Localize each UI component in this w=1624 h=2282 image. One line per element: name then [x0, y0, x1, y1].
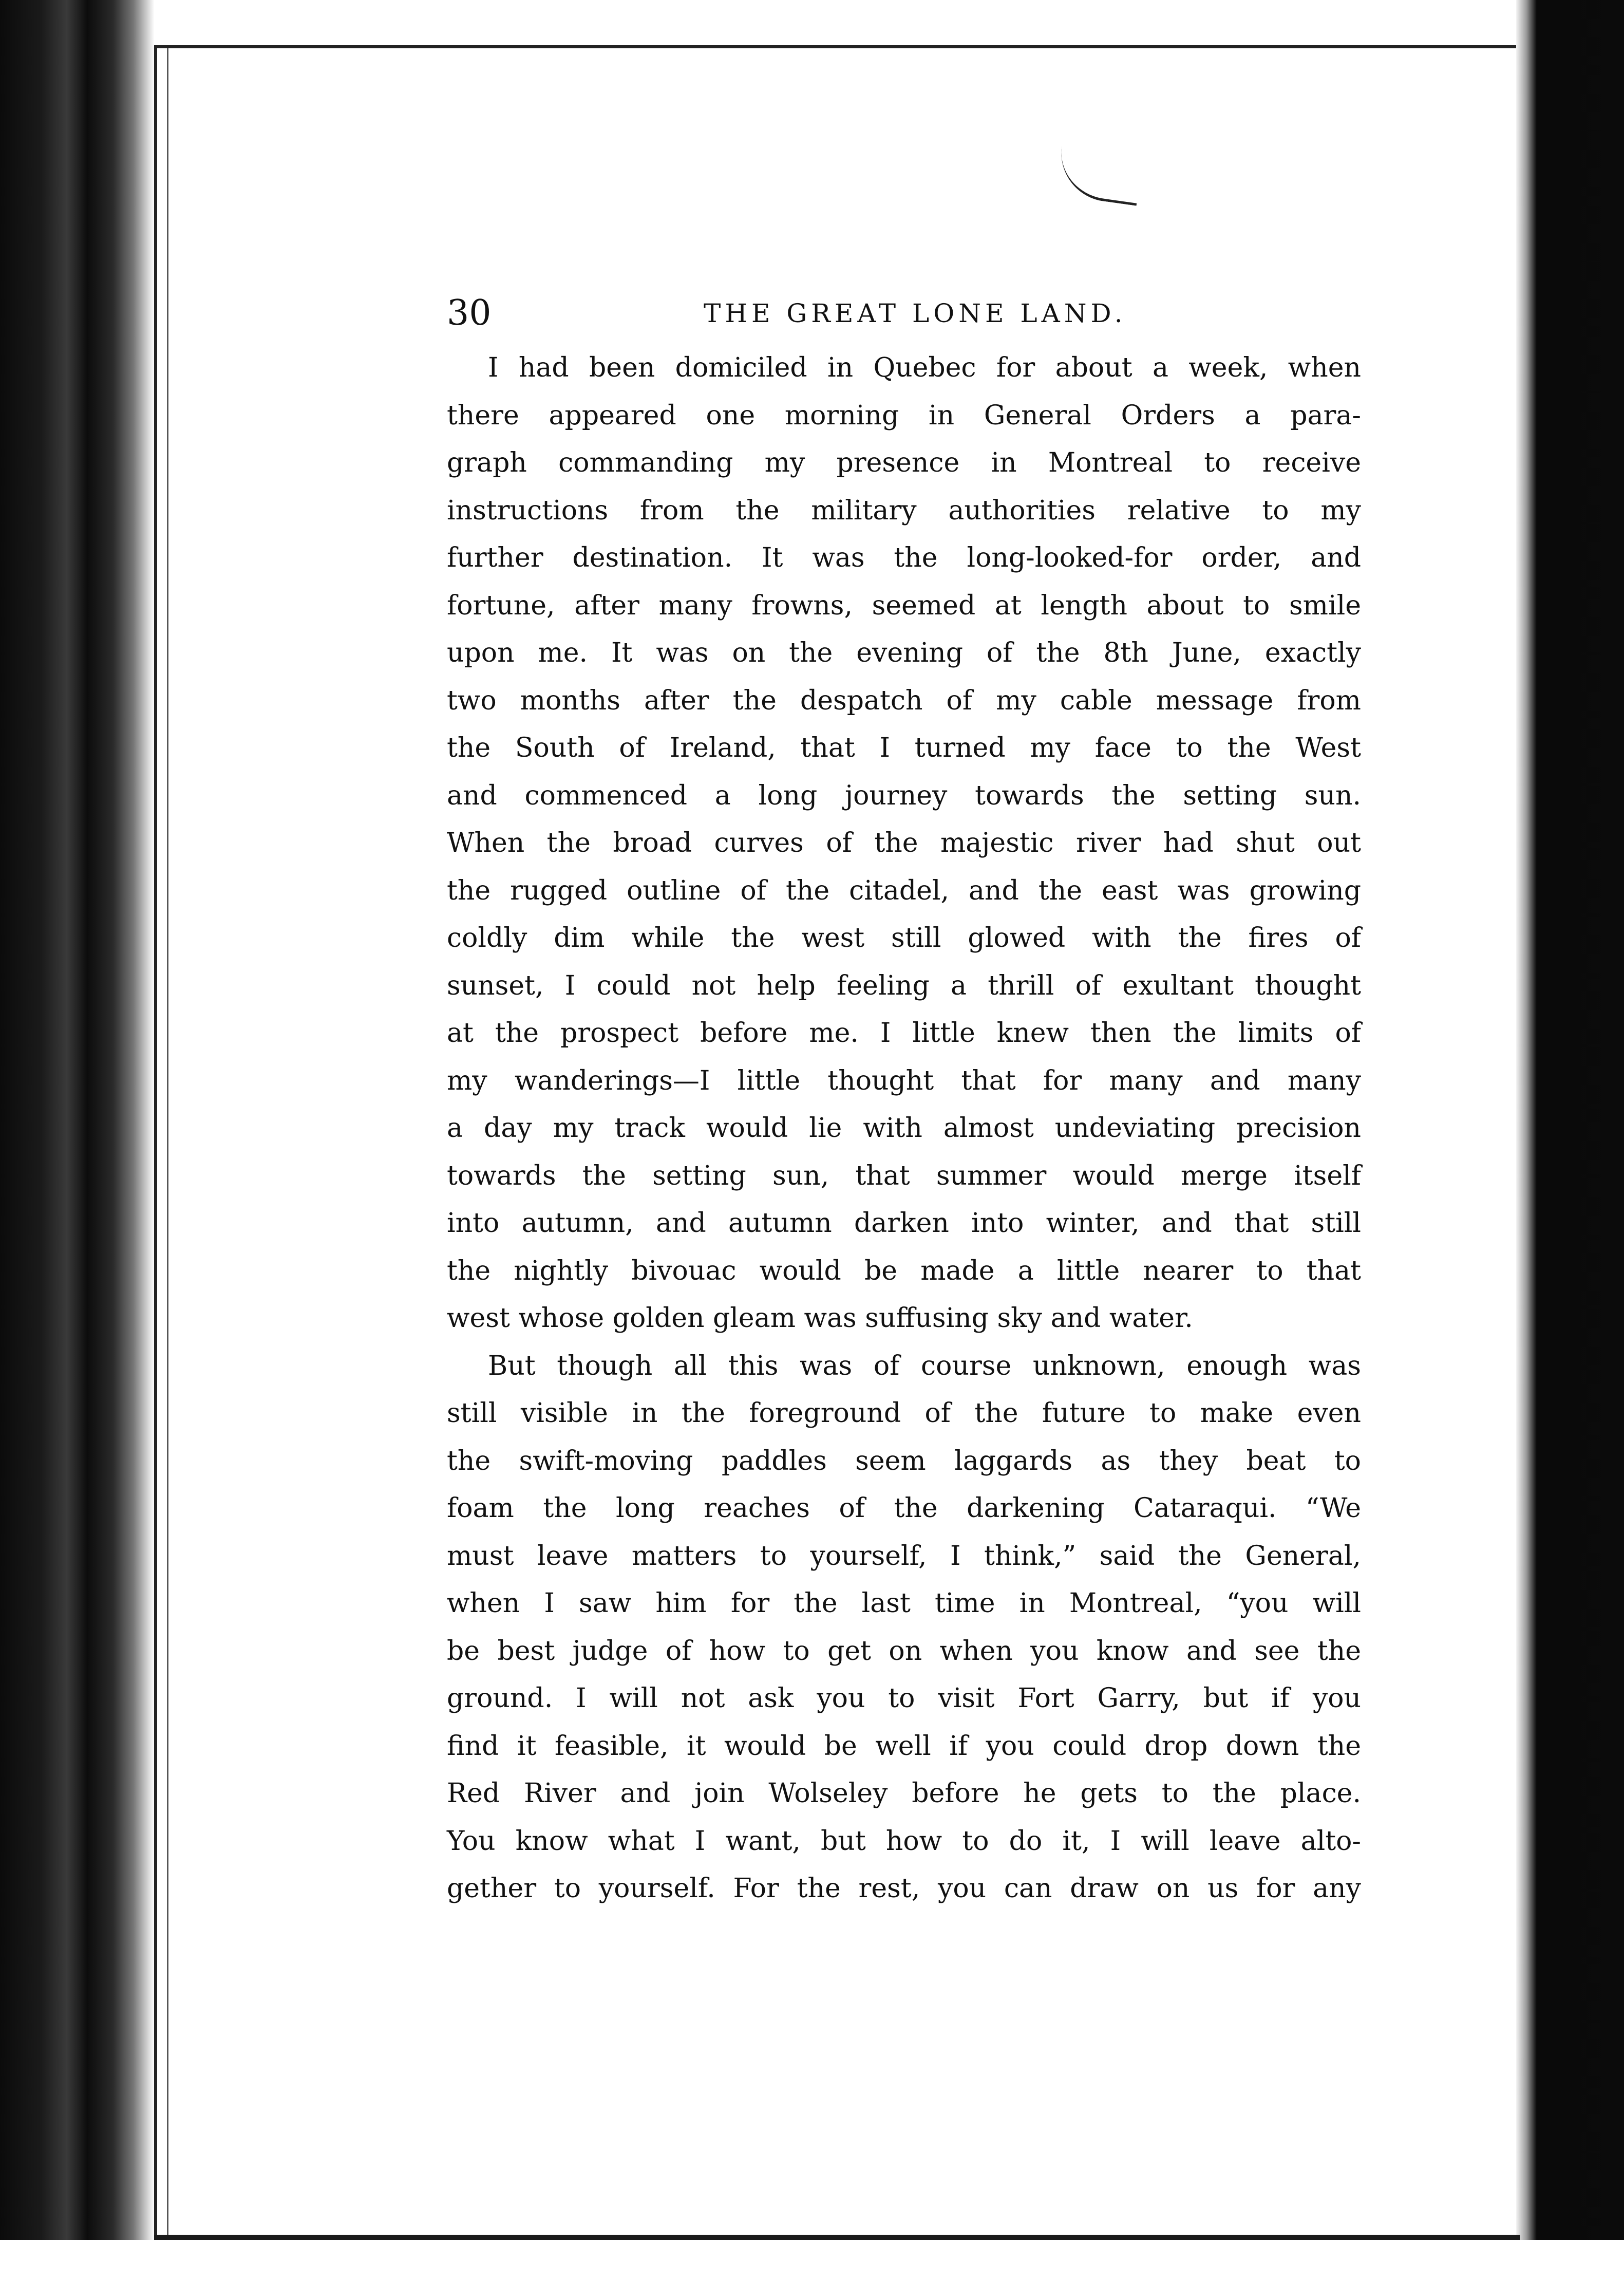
text-line: there appeared one morning in General Orders a para- [447, 400, 1361, 431]
text-line: graph commanding my presence in Montreal to receive [447, 447, 1361, 478]
pencil-mark [1055, 146, 1143, 205]
text-line: be best judge of how to get on when you know and see the [447, 1635, 1361, 1667]
text-line: a day my track would lie with almost undeviating precision [447, 1113, 1361, 1144]
book-page [447, 288, 1361, 1913]
text-line: ground. I will not ask you to visit Fort Garry, but if you [447, 1683, 1361, 1714]
text-line: towards the setting sun, that summer would merge itself [447, 1160, 1361, 1191]
text-line: gether to yourself. For the rest, you can draw on us for any [447, 1873, 1361, 1904]
text-line: coldly dim while the west still glowed with the fires of [447, 923, 1361, 953]
text-line: instructions from the military authorities relative to my [447, 495, 1361, 526]
text-line: But though all this was of course unknown, enough was [488, 1350, 1361, 1381]
text-line: the rugged outline of the citadel, and the east was growing [447, 875, 1361, 906]
text-line: my wanderings—I little thought that for many and many [447, 1065, 1361, 1096]
book-edge-shadow [1516, 0, 1624, 2282]
text-line: two months after the despatch of my cable message from [447, 685, 1361, 716]
page-number: 30 [447, 293, 492, 333]
text-line: the swift-moving paddles seem laggards as they beat to [447, 1445, 1361, 1476]
text-line: must leave matters to yourself, I think,” said the General, [447, 1540, 1361, 1572]
text-line: further destination. It was the long-looked-for order, and [447, 543, 1361, 573]
page-top-edge [154, 45, 1520, 48]
text-line: Red River and join Wolseley before he gets to the place. [447, 1778, 1361, 1809]
text-line: foam the long reaches of the darkening Cataraqui. “We [447, 1493, 1361, 1524]
text-line: and commenced a long journey towards the setting sun. [447, 780, 1361, 811]
page-edge-left [154, 46, 168, 2235]
text-line: when I saw him for the last time in Montreal, “you will [447, 1588, 1361, 1619]
running-head [447, 288, 1361, 344]
running-title: THE GREAT LONE LAND. [704, 298, 1127, 328]
text-line: west whose golden gleam was suffusing sky and water. [447, 1303, 1193, 1334]
text-line: I had been domiciled in Quebec for about a week, when [488, 352, 1361, 383]
text-line: into autumn, and autumn darken into winter, and that still [447, 1208, 1361, 1239]
scan-margin-bottom [0, 2240, 1624, 2282]
text-line: the South of Ireland, that I turned my face to the West [447, 733, 1361, 763]
text-line: find it feasible, it would be well if you could drop down the [447, 1730, 1361, 1762]
book-binding-shadow [0, 0, 154, 2282]
text-line: You know what I want, but how to do it, I will leave alto- [447, 1825, 1361, 1857]
page-bottom-edge [154, 2235, 1520, 2240]
text-line: at the prospect before me. I little knew then the limits of [447, 1018, 1361, 1049]
text-line: the nightly bivouac would be made a little nearer to that [447, 1255, 1361, 1286]
text-line: When the broad curves of the majestic river had shut out [447, 828, 1361, 858]
text-line: sunset, I could not help feeling a thrill of exultant thought [447, 970, 1361, 1001]
text-line: upon me. It was on the evening of the 8th June, exactly [447, 638, 1361, 668]
text-line: fortune, after many frowns, seemed at length about to smile [447, 590, 1361, 621]
text-line: still visible in the foreground of the future to make even [447, 1398, 1361, 1429]
body-text [447, 344, 1361, 1913]
